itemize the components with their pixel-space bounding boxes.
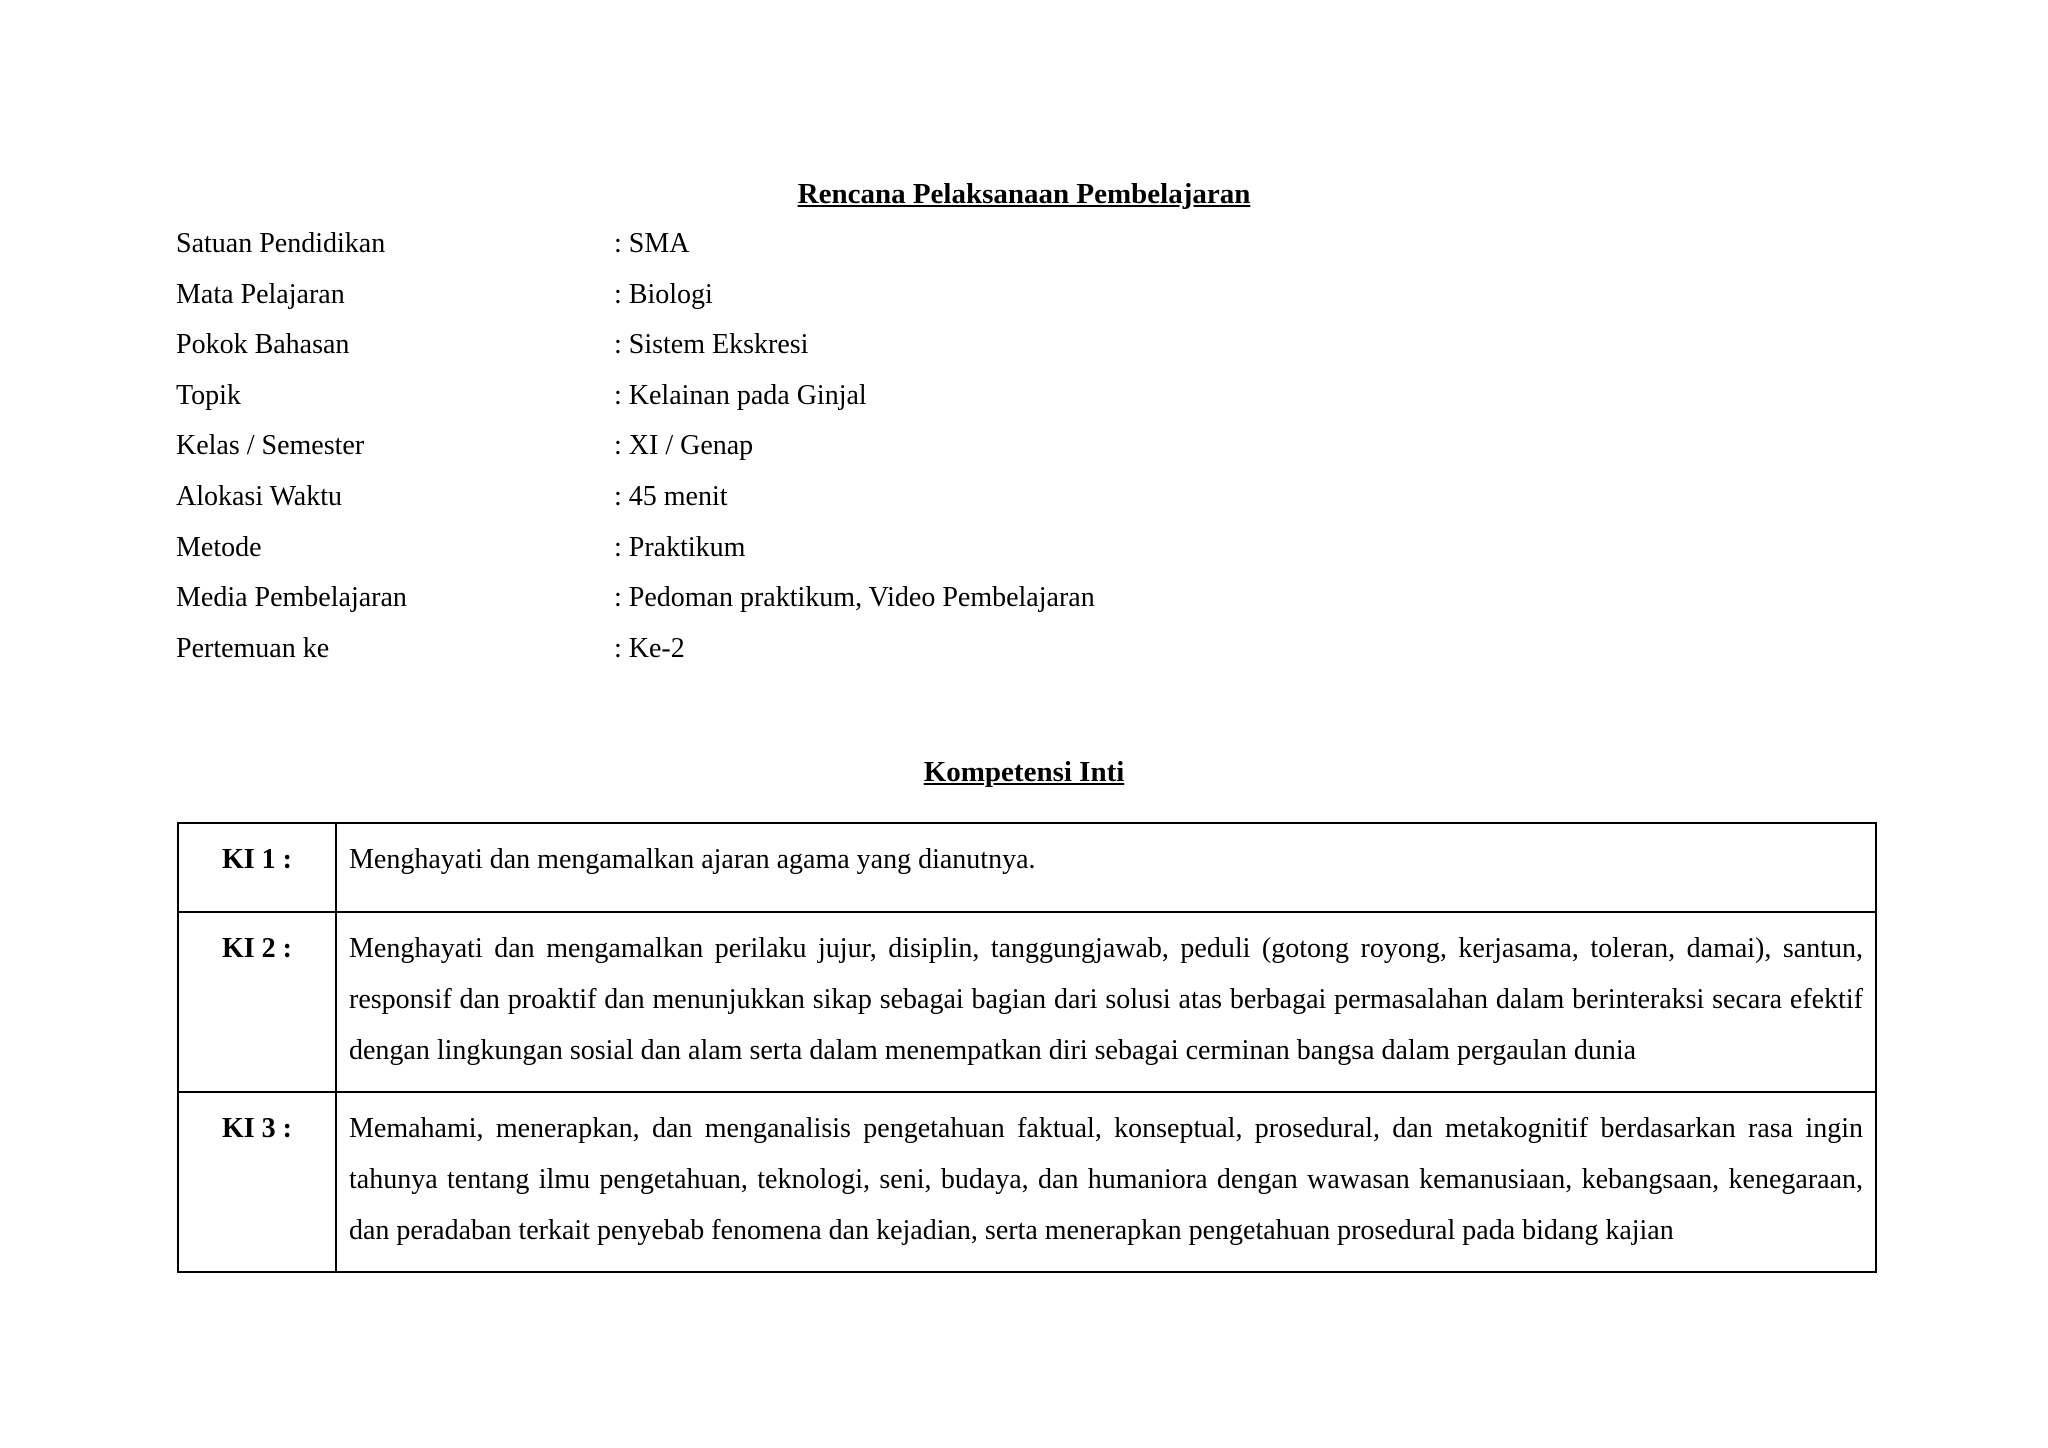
info-value: : Ke-2 bbox=[614, 632, 685, 664]
info-row-pertemuan-ke bbox=[176, 629, 1376, 680]
competence-text: Menghayati dan mengamalkan perilaku jujur, disiplin, tanggungjawab, peduli (gotong royong, kerjasama, toleran, damai), santun, responsif dan proaktif dan menunjukkan sikap sebagai bagian dari solusi atas berbagai permasalahan dalam berinteraksi secara efektif dengan lingkungan sosial dan alam serta dalam menempatkan diri sebagai cerminan bangsa dalam pergaulan dunia bbox=[336, 912, 1876, 1092]
info-label: Media Pembelajaran bbox=[176, 582, 407, 614]
info-label: Metode bbox=[176, 531, 262, 563]
competence-table bbox=[177, 822, 1877, 1273]
info-list bbox=[176, 224, 1376, 679]
info-label: Mata Pelajaran bbox=[176, 278, 345, 310]
info-label: Kelas / Semester bbox=[176, 430, 365, 462]
info-value: : Kelainan pada Ginjal bbox=[614, 379, 867, 411]
competence-row-ki-3 bbox=[178, 1092, 1876, 1272]
info-row-satuan-pendidikan bbox=[176, 224, 1376, 275]
competence-label: KI 2 : bbox=[178, 912, 336, 1092]
info-value: : Sistem Ekskresi bbox=[614, 329, 809, 361]
info-row-topik bbox=[176, 376, 1376, 427]
competence-label: KI 1 : bbox=[178, 823, 336, 912]
info-value: : 45 menit bbox=[614, 480, 728, 512]
document-title: Rencana Pelaksanaan Pembelajaran bbox=[797, 178, 1251, 210]
competence-text: Memahami, menerapkan, dan menganalisis pengetahuan faktual, konseptual, prosedural, dan metakognitif berdasarkan rasa ingin tahunya tentang ilmu pengetahuan, teknologi, seni, budaya, dan humaniora dengan wawasan kemanusiaan, kebangsaan, kenegaraan, dan peradaban terkait penyebab fenomena dan kejadian, serta menerapkan pengetahuan prosedural pada bidang kajian bbox=[336, 1092, 1876, 1272]
info-value: : Pedoman praktikum, Video Pembelajaran bbox=[614, 582, 1095, 614]
info-label: Pokok Bahasan bbox=[176, 329, 350, 361]
info-label: Alokasi Waktu bbox=[176, 480, 342, 512]
info-label: Topik bbox=[176, 379, 241, 411]
info-row-alokasi-waktu bbox=[176, 477, 1376, 528]
info-value: : XI / Genap bbox=[614, 430, 754, 462]
info-row-pokok-bahasan bbox=[176, 325, 1376, 376]
competence-label: KI 3 : bbox=[178, 1092, 336, 1272]
info-row-metode bbox=[176, 528, 1376, 579]
info-value: : SMA bbox=[614, 228, 690, 259]
info-row-media-pembelajaran bbox=[176, 578, 1376, 629]
info-value: : Biologi bbox=[614, 278, 713, 310]
info-row-mata-pelajaran bbox=[176, 275, 1376, 326]
competence-text: Menghayati dan mengamalkan ajaran agama yang dianutnya. bbox=[336, 823, 1876, 912]
info-label: Pertemuan ke bbox=[176, 632, 330, 664]
competence-title: Kompetensi Inti bbox=[923, 756, 1125, 788]
info-label: Satuan Pendidikan bbox=[176, 228, 386, 259]
competence-row-ki-2 bbox=[178, 912, 1876, 1092]
competence-row-ki-1 bbox=[178, 823, 1876, 912]
info-value: : Praktikum bbox=[614, 531, 746, 563]
info-row-kelas-semester bbox=[176, 426, 1376, 477]
